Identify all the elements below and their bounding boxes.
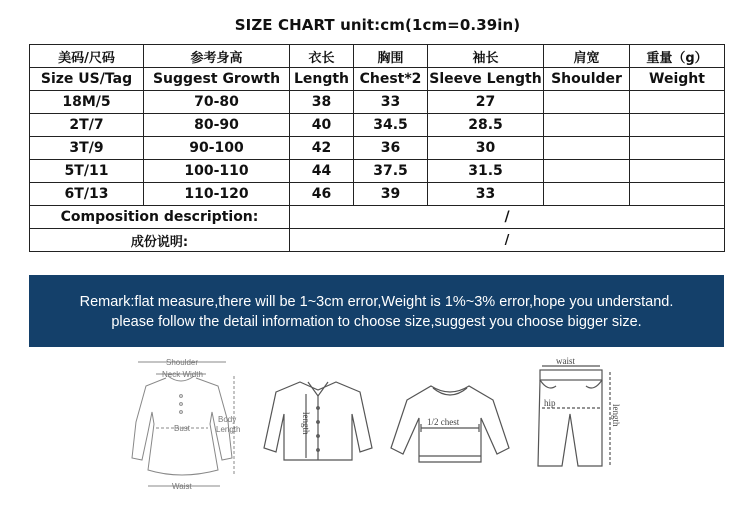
pants-waist-label: waist xyxy=(556,356,575,366)
table-row xyxy=(30,114,725,137)
header-cn-cell: 肩宽 xyxy=(544,45,630,68)
pants-length-label: length xyxy=(611,404,621,427)
header-cn-cell: 参考身高 xyxy=(144,45,290,68)
size-cell xyxy=(544,137,630,160)
shoulder-label: Shoulder xyxy=(166,358,199,367)
table-row xyxy=(30,91,725,114)
size-cell: 46 xyxy=(290,183,354,206)
chart-title: SIZE CHART unit:cm(1cm=0.39in) xyxy=(234,16,521,34)
size-cell xyxy=(630,91,725,114)
waist-label: Waist xyxy=(172,482,192,491)
composition-cn-value: / xyxy=(290,229,725,252)
size-cell: 6T/13 xyxy=(30,183,144,206)
dress-measurement-diagram xyxy=(126,352,256,512)
size-cell: 39 xyxy=(354,183,428,206)
size-cell: 33 xyxy=(428,183,544,206)
header-cn-cell: 胸围 xyxy=(354,45,428,68)
sweater-measurement-diagram xyxy=(385,352,515,512)
composition-cn-row xyxy=(30,229,725,252)
size-cell xyxy=(630,160,725,183)
size-cell: 27 xyxy=(428,91,544,114)
size-cell: 2T/7 xyxy=(30,114,144,137)
remark-line-1: Remark:flat measure,there will be 1~3cm error,Weight is 1%~3% error,hope you understand. xyxy=(79,294,674,310)
size-cell: 30 xyxy=(428,137,544,160)
size-cell: 31.5 xyxy=(428,160,544,183)
size-cell: 80-90 xyxy=(144,114,290,137)
header-en-cell: Suggest Growth xyxy=(144,68,290,91)
header-row-cn xyxy=(30,45,725,68)
size-cell: 37.5 xyxy=(354,160,428,183)
size-cell: 36 xyxy=(354,137,428,160)
header-en-cell: Weight xyxy=(630,68,725,91)
header-cn-cell: 美码/尺码 xyxy=(30,45,144,68)
size-cell: 44 xyxy=(290,160,354,183)
size-cell xyxy=(630,183,725,206)
composition-value: / xyxy=(290,206,725,229)
size-cell: 28.5 xyxy=(428,114,544,137)
size-cell: 90-100 xyxy=(144,137,290,160)
size-cell: 5T/11 xyxy=(30,160,144,183)
size-cell: 34.5 xyxy=(354,114,428,137)
header-en-cell: Sleeve Length xyxy=(428,68,544,91)
size-cell: 38 xyxy=(290,91,354,114)
header-cn-cell: 袖长 xyxy=(428,45,544,68)
shirt-measurement-diagram xyxy=(260,352,380,512)
size-cell: 42 xyxy=(290,137,354,160)
header-cn-cell: 重量（g） xyxy=(630,45,725,68)
table-row xyxy=(30,160,725,183)
size-cell: 18M/5 xyxy=(30,91,144,114)
size-cell: 100-110 xyxy=(144,160,290,183)
composition-label: Composition description: xyxy=(30,206,290,229)
size-cell: 40 xyxy=(290,114,354,137)
size-cell xyxy=(630,114,725,137)
body-label: Body xyxy=(218,415,237,424)
header-en-cell: Size US/Tag xyxy=(30,68,144,91)
size-table xyxy=(29,44,725,252)
neck-width-label: Neck Width xyxy=(162,370,203,379)
remark-banner xyxy=(29,275,724,347)
header-en-cell: Chest*2 xyxy=(354,68,428,91)
header-row-en xyxy=(30,68,725,91)
composition-row xyxy=(30,206,725,229)
table-row xyxy=(30,183,725,206)
header-en-cell: Length xyxy=(290,68,354,91)
shirt-length-label: length xyxy=(301,412,311,435)
size-cell: 33 xyxy=(354,91,428,114)
size-cell xyxy=(544,91,630,114)
size-cell xyxy=(544,160,630,183)
size-cell: 70-80 xyxy=(144,91,290,114)
composition-cn-label: 成份说明: xyxy=(30,229,290,252)
half-chest-label: 1/2 chest xyxy=(427,417,460,427)
size-cell xyxy=(544,183,630,206)
remark-line-2: please follow the detail information to choose size,suggest you choose bigger size. xyxy=(111,314,642,330)
size-cell: 110-120 xyxy=(144,183,290,206)
pants-hip-label: hip xyxy=(544,398,556,408)
size-cell: 3T/9 xyxy=(30,137,144,160)
header-en-cell: Shoulder xyxy=(544,68,630,91)
size-cell xyxy=(630,137,725,160)
length-label: Length xyxy=(216,425,241,434)
pants-measurement-diagram xyxy=(526,352,636,512)
table-row xyxy=(30,137,725,160)
size-cell xyxy=(544,114,630,137)
header-cn-cell: 衣长 xyxy=(290,45,354,68)
bust-label: Bust xyxy=(174,424,191,433)
